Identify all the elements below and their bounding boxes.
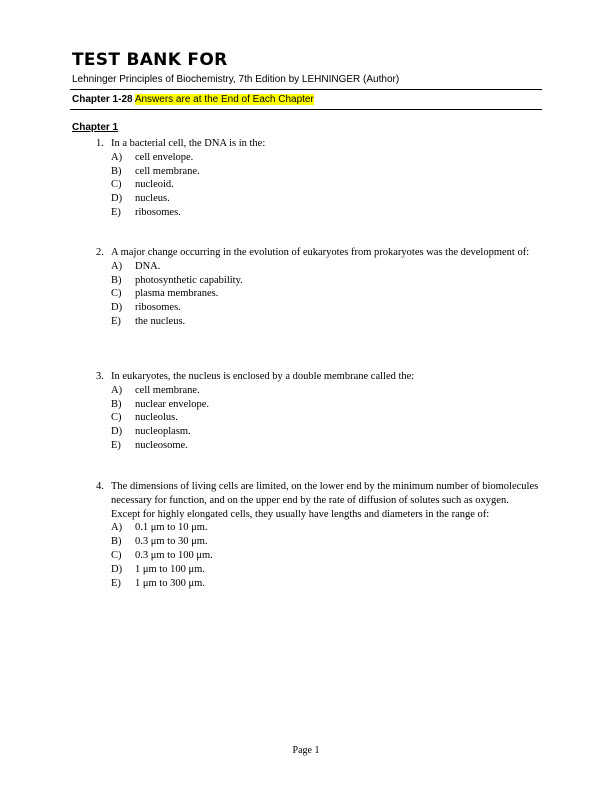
option-text: cell envelope. <box>135 151 194 163</box>
option-letter: B) <box>111 274 122 286</box>
page-number: Page 1 <box>292 745 320 756</box>
option-letter: E) <box>111 577 121 589</box>
question-3 <box>96 370 539 453</box>
answer-option <box>111 521 539 535</box>
option-text: ribosomes. <box>135 302 181 314</box>
question-text: In eukaryotes, the nucleus is enclosed by a double membrane called the: <box>111 371 415 382</box>
question-4 <box>96 480 539 590</box>
answer-option <box>111 384 539 398</box>
option-letter: E) <box>111 315 121 327</box>
chapter-heading: Chapter 1 <box>72 122 119 133</box>
answer-option <box>111 287 539 301</box>
document-title: TEST BANK FOR <box>72 50 228 70</box>
answer-option <box>111 151 539 165</box>
question-text: A major change occurring in the evolution of eukaryotes from prokaryotes was the development of: <box>111 247 530 258</box>
question-stem <box>96 480 539 521</box>
option-letter: B) <box>111 398 122 410</box>
option-text: nucleoid. <box>135 179 174 191</box>
option-letter: D) <box>111 426 123 438</box>
answer-option <box>111 206 539 220</box>
option-letter: A) <box>111 522 123 534</box>
option-text: photosynthetic capability. <box>135 274 243 286</box>
option-text: 0.1 μm to 10 μm. <box>135 522 208 534</box>
chapter-range: Chapter 1-28 <box>72 94 133 105</box>
answer-option <box>111 535 539 549</box>
answer-option <box>111 274 539 288</box>
answer-option <box>111 425 539 439</box>
option-text: DNA. <box>135 260 161 272</box>
option-text: 1 μm to 100 μm. <box>135 563 205 575</box>
question-number: 4. <box>96 481 104 492</box>
question-1 <box>96 137 539 220</box>
option-text: nucleosome. <box>135 439 188 451</box>
option-letter: C) <box>111 288 122 300</box>
answer-options <box>96 260 539 329</box>
question-2 <box>96 246 539 329</box>
answer-option <box>111 260 539 274</box>
question-number: 1. <box>96 138 104 149</box>
option-text: 0.3 μm to 100 μm. <box>135 549 213 561</box>
option-letter: C) <box>111 412 122 424</box>
answer-option <box>111 577 539 591</box>
question-stem <box>96 246 539 260</box>
option-text: nuclear envelope. <box>135 398 210 410</box>
option-text: ribosomes. <box>135 206 181 218</box>
answer-option <box>111 398 539 412</box>
answer-option <box>111 315 539 329</box>
option-text: the nucleus. <box>135 315 186 327</box>
answer-options <box>96 384 539 453</box>
option-text: 0.3 μm to 30 μm. <box>135 536 208 548</box>
option-letter: B) <box>111 536 122 548</box>
option-text: nucleolus. <box>135 412 178 424</box>
option-letter: D) <box>111 563 123 575</box>
answer-option <box>111 439 539 453</box>
answer-option <box>111 178 539 192</box>
header-divider-top <box>70 89 542 90</box>
answer-option <box>111 411 539 425</box>
answer-option <box>111 192 539 206</box>
option-letter: C) <box>111 179 122 191</box>
answer-option <box>111 301 539 315</box>
option-text: nucleus. <box>135 193 170 205</box>
book-subtitle: Lehninger Principles of Biochemistry, 7th Edition by LEHNINGER (Author) <box>72 74 400 85</box>
answer-options <box>96 521 539 590</box>
option-letter: D) <box>111 193 123 205</box>
option-letter: A) <box>111 384 123 396</box>
option-letter: A) <box>111 151 123 163</box>
question-stem <box>96 370 539 384</box>
question-text: The dimensions of living cells are limited, on the lower end by the minimum number of biomolecules necessary for function, and on the upper end by the rate of diffusion of solutes such as oxygen. Except for highly elongated cells, they usually have lengths and diameters in the range of: <box>111 481 539 520</box>
question-number: 3. <box>96 371 104 382</box>
answer-option <box>111 165 539 179</box>
question-text: In a bacterial cell, the DNA is in the: <box>111 138 266 149</box>
answers-note-highlight: Answers are at the End of Each Chapter <box>134 94 314 105</box>
option-letter: D) <box>111 302 123 314</box>
option-letter: A) <box>111 260 123 272</box>
question-number: 2. <box>96 247 104 258</box>
answer-option <box>111 563 539 577</box>
answer-option <box>111 549 539 563</box>
option-text: cell membrane. <box>135 384 200 396</box>
option-text: 1 μm to 300 μm. <box>135 577 205 589</box>
chapter-range-line <box>72 94 314 105</box>
question-stem <box>96 137 539 151</box>
option-text: nucleoplasm. <box>135 426 191 438</box>
option-letter: E) <box>111 439 121 451</box>
answer-options <box>96 151 539 220</box>
option-letter: B) <box>111 165 122 177</box>
header-divider-bottom <box>70 109 542 110</box>
option-text: cell membrane. <box>135 165 200 177</box>
option-letter: C) <box>111 549 122 561</box>
option-text: plasma membranes. <box>135 288 219 300</box>
option-letter: E) <box>111 206 121 218</box>
